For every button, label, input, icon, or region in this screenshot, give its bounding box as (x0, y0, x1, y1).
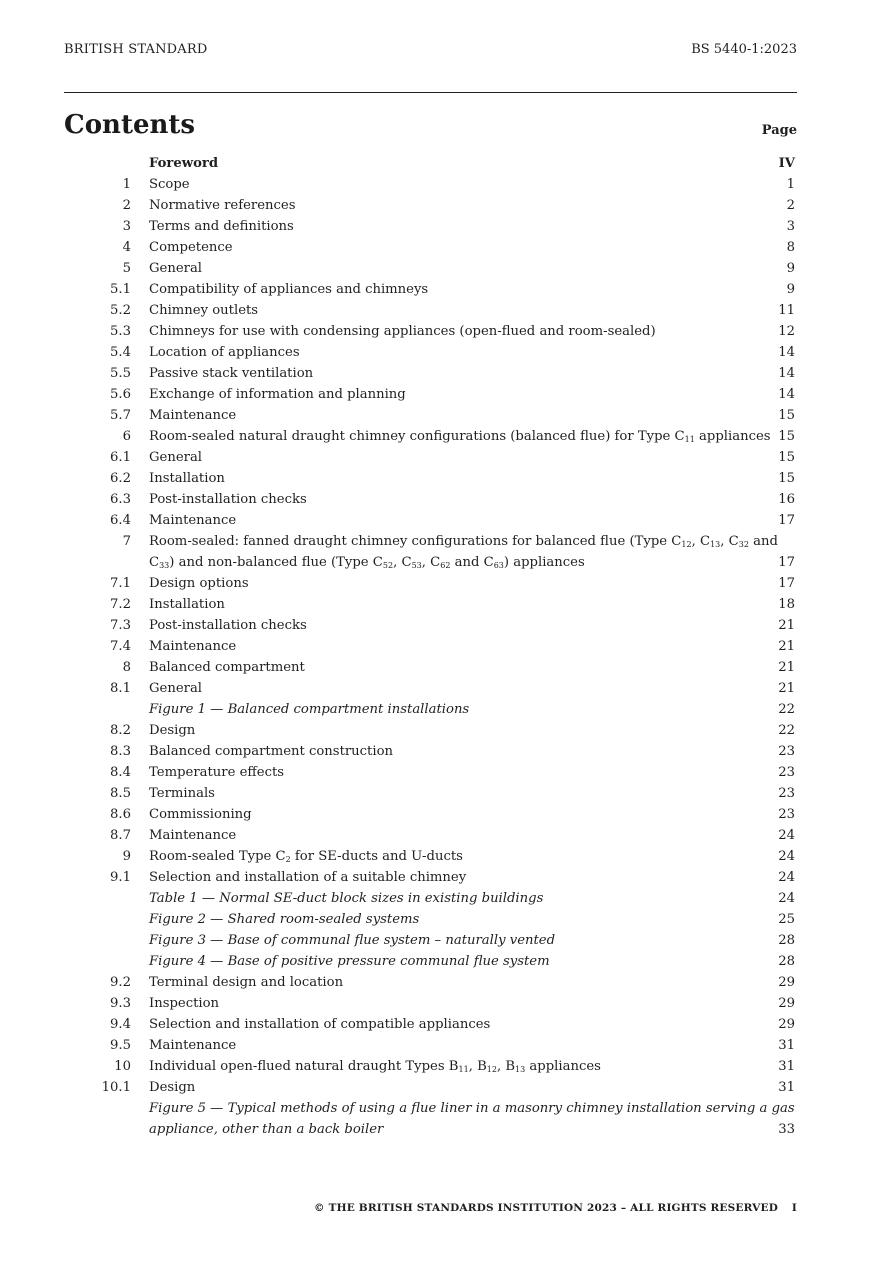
toc-entry-title (149, 426, 769, 447)
toc-entry-title: Chimneys for use with condensing appliances (open-flued and room-sealed) (149, 324, 656, 339)
table-of-contents (0, 153, 892, 1140)
toc-entry-page: 28 (778, 933, 795, 948)
toc-entry-number: 7 (122, 534, 131, 549)
toc-entry-title: Selection and installation of compatible appliances (149, 1017, 491, 1032)
page-footer (314, 1202, 797, 1214)
toc-entry[interactable] (0, 951, 892, 972)
header-rule (64, 92, 797, 93)
subscript: 13 (515, 1065, 526, 1074)
toc-entry[interactable] (0, 720, 892, 741)
toc-entry-title: Figure 4 — Base of positive pressure communal flue system (149, 954, 550, 969)
toc-entry-page: 9 (786, 261, 795, 276)
toc-entry[interactable] (0, 762, 892, 783)
toc-entry-number: 5.2 (110, 303, 131, 318)
toc-entry[interactable] (0, 846, 892, 867)
toc-entry-title: Balanced compartment (149, 660, 305, 675)
toc-entry-page: 21 (778, 639, 795, 654)
toc-entry-title: Maintenance (149, 639, 237, 654)
toc-entry-page: 2 (786, 198, 795, 213)
subscript: 13 (710, 540, 721, 549)
toc-entry-page: 31 (778, 1080, 795, 1095)
toc-entry-title: Terminal design and location (149, 975, 344, 990)
toc-entry[interactable] (0, 930, 892, 951)
toc-entry-number: 8.6 (110, 807, 131, 822)
toc-entry-page: 14 (778, 387, 795, 402)
toc-entry-page: IV (778, 156, 795, 171)
toc-entry[interactable] (0, 1098, 892, 1140)
toc-entry-page: 14 (778, 366, 795, 381)
page-number: I (791, 1202, 797, 1214)
toc-entry-title: Maintenance (149, 513, 237, 528)
toc-entry-title: Normative references (149, 198, 296, 213)
toc-entry-page: 17 (778, 576, 795, 591)
copyright-notice: © THE BRITISH STANDARDS INSTITUTION 2023 – ALL RIGHTS RESERVED (314, 1202, 779, 1214)
toc-entry-number: 9.1 (110, 870, 131, 885)
toc-entry-page: 31 (778, 1059, 795, 1074)
toc-entry-title: Figure 3 — Base of communal flue system – naturally vented (149, 933, 556, 948)
subscript: 2 (285, 855, 291, 864)
toc-entry-title (149, 531, 799, 573)
title-fragment: appliances (525, 1059, 601, 1074)
toc-entry[interactable] (0, 363, 892, 384)
toc-entry-page: 24 (778, 828, 795, 843)
title-fragment: and C (149, 534, 778, 570)
toc-entry-title: Maintenance (149, 1038, 237, 1053)
subscript: 53 (411, 561, 422, 570)
subscript: 11 (458, 1065, 469, 1074)
toc-entry-title: Exchange of information and planning (149, 387, 406, 402)
toc-entry-page: 29 (778, 975, 795, 990)
subscript: 62 (440, 561, 451, 570)
toc-entry-page: 18 (778, 597, 795, 612)
toc-entry-page: 15 (778, 429, 795, 444)
toc-entry[interactable] (0, 573, 892, 594)
toc-entry-title: Design (149, 1080, 196, 1095)
toc-entry[interactable] (0, 867, 892, 888)
toc-entry-page: 22 (778, 702, 795, 717)
running-header-right: BS 5440-1:2023 (691, 42, 797, 57)
toc-entry-title: Table 1 — Normal SE-duct block sizes in existing buildings (149, 891, 544, 906)
toc-entry[interactable] (0, 447, 892, 468)
toc-entry[interactable] (0, 615, 892, 636)
title-fragment: , C (421, 555, 441, 570)
toc-entry-number: 4 (122, 240, 131, 255)
toc-entry-number: 7.3 (110, 618, 131, 633)
toc-entry-title: Inspection (149, 996, 220, 1011)
toc-entry-number: 9.2 (110, 975, 131, 990)
toc-entry-number: 8.2 (110, 723, 131, 738)
toc-entry-page: 22 (778, 723, 795, 738)
toc-entry[interactable] (0, 825, 892, 846)
toc-entry-page: 11 (778, 303, 795, 318)
toc-entry-title: Installation (149, 471, 225, 486)
title-fragment: Room-sealed Type C (149, 849, 286, 864)
toc-entry[interactable] (0, 342, 892, 363)
toc-entry[interactable] (0, 321, 892, 342)
subscript: 12 (681, 540, 692, 549)
toc-entry-number: 5.6 (110, 387, 131, 402)
toc-entry-number: 6 (122, 429, 131, 444)
toc-entry-number: 9.5 (110, 1038, 131, 1053)
toc-entry-number: 8.4 (110, 765, 131, 780)
toc-entry-title (149, 1056, 769, 1077)
toc-entry-title: Foreword (149, 156, 219, 171)
title-fragment: , C (720, 534, 739, 549)
toc-entry-number: 5.4 (110, 345, 131, 360)
toc-entry-title: Competence (149, 240, 233, 255)
toc-entry[interactable] (0, 279, 892, 300)
toc-entry[interactable] (0, 174, 892, 195)
toc-entry-title: Selection and installation of a suitable chimney (149, 870, 467, 885)
toc-entry-title: Commissioning (149, 807, 252, 822)
toc-entry-number: 6.4 (110, 513, 131, 528)
toc-entry-page: 23 (778, 744, 795, 759)
toc-entry-number: 5.5 (110, 366, 131, 381)
toc-entry[interactable] (0, 1014, 892, 1035)
toc-entry-page: 15 (778, 471, 795, 486)
toc-entry-page: 17 (778, 513, 795, 528)
toc-entry[interactable] (0, 783, 892, 804)
toc-entry-page: 28 (778, 954, 795, 969)
toc-entry-page: 12 (778, 324, 795, 339)
toc-entry-number: 5.1 (110, 282, 131, 297)
toc-entry-page: 23 (778, 765, 795, 780)
toc-entry-number: 3 (122, 219, 131, 234)
toc-entry-title: Design (149, 723, 196, 738)
toc-entry-title: Design options (149, 576, 249, 591)
subscript: 33 (159, 561, 170, 570)
title-fragment: and C (450, 555, 494, 570)
toc-entry-title (149, 846, 769, 867)
toc-entry[interactable] (0, 1035, 892, 1056)
toc-entry-page: 24 (778, 849, 795, 864)
toc-entry[interactable] (0, 468, 892, 489)
toc-entry-number: 5 (122, 261, 131, 276)
toc-entry-page: 29 (778, 996, 795, 1011)
toc-entry-page: 25 (778, 912, 795, 927)
page-column-heading: Page (761, 123, 797, 138)
toc-entry[interactable] (0, 195, 892, 216)
toc-entry-title: Terminals (149, 786, 215, 801)
toc-entry[interactable] (0, 426, 892, 447)
subscript: 52 (382, 561, 394, 570)
toc-entry-number: 8.3 (110, 744, 131, 759)
toc-entry[interactable] (0, 300, 892, 321)
toc-entry-title: Post-installation checks (149, 618, 307, 633)
toc-entry[interactable] (0, 405, 892, 426)
toc-entry[interactable] (0, 678, 892, 699)
toc-entry-page: 24 (778, 891, 795, 906)
toc-entry-number: 9.4 (110, 1017, 131, 1032)
toc-entry-title: Figure 5 — Typical methods of using a flue liner in a masonry chimney installation serving a gas appliance, other than a back boiler (149, 1101, 795, 1137)
subscript: 32 (738, 540, 749, 549)
toc-entry-number: 8.5 (110, 786, 131, 801)
toc-entry-title: Maintenance (149, 828, 237, 843)
toc-entry-title: Terms and definitions (149, 219, 294, 234)
running-header-left: BRITISH STANDARD (64, 42, 208, 57)
toc-entry-number: 8.1 (110, 681, 131, 696)
toc-entry[interactable] (0, 510, 892, 531)
toc-entry-page: 16 (778, 492, 795, 507)
toc-entry-page: 17 (778, 555, 795, 570)
toc-entry-title: Post-installation checks (149, 492, 307, 507)
toc-entry[interactable] (0, 657, 892, 678)
toc-entry-title: Compatibility of appliances and chimneys (149, 282, 429, 297)
title-fragment: Room-sealed natural draught chimney configurations (balanced flue) for Type C (149, 429, 685, 444)
toc-entry-number: 6.1 (110, 450, 131, 465)
toc-entry-number: 5.7 (110, 408, 131, 423)
title-fragment: , B (496, 1059, 516, 1074)
toc-entry-title: Passive stack ventilation (149, 366, 314, 381)
toc-entry-number: 7.1 (110, 576, 131, 591)
toc-entry-title: General (149, 450, 203, 465)
toc-entry[interactable] (0, 594, 892, 615)
toc-entry[interactable] (0, 237, 892, 258)
toc-entry-title: Scope (149, 177, 190, 192)
toc-entry-title: Location of appliances (149, 345, 300, 360)
title-fragment: Room-sealed: fanned draught chimney configurations for balanced flue (Type C (149, 534, 682, 549)
title-fragment: appliances (694, 429, 771, 444)
title-fragment: Individual open-flued natural draught Types B (149, 1059, 459, 1074)
toc-entry-page: 29 (778, 1017, 795, 1032)
toc-entry-page: 15 (778, 408, 795, 423)
toc-entry[interactable] (0, 384, 892, 405)
toc-entry-page: 8 (786, 240, 795, 255)
toc-entry-number: 10.1 (101, 1080, 131, 1095)
toc-entry[interactable] (0, 258, 892, 279)
title-fragment: , C (691, 534, 711, 549)
subscript: 11 (684, 435, 695, 444)
toc-entry-number: 6.3 (110, 492, 131, 507)
toc-entry[interactable] (0, 909, 892, 930)
toc-entry-title: Temperature effects (149, 765, 285, 780)
toc-entry-title: Figure 2 — Shared room-sealed systems (149, 912, 420, 927)
subscript: 63 (493, 561, 504, 570)
title-fragment: , C (393, 555, 412, 570)
toc-entry-number: 7.4 (110, 639, 131, 654)
toc-entry[interactable] (0, 1077, 892, 1098)
title-fragment: ) and non-balanced flue (Type C (169, 555, 383, 570)
toc-entry[interactable] (0, 1056, 892, 1077)
title-fragment: for SE-ducts and U-ducts (290, 849, 463, 864)
toc-entry[interactable] (0, 993, 892, 1014)
toc-entry-number: 9 (122, 849, 131, 864)
toc-entry[interactable] (0, 531, 892, 573)
toc-entry[interactable] (0, 804, 892, 825)
toc-entry-page: 24 (778, 870, 795, 885)
toc-entry-page: 21 (778, 681, 795, 696)
toc-entry-page: 3 (786, 219, 795, 234)
toc-entry-number: 9.3 (110, 996, 131, 1011)
toc-entry-page: 21 (778, 618, 795, 633)
toc-entry-title: Balanced compartment construction (149, 744, 394, 759)
toc-entry[interactable] (0, 216, 892, 237)
toc-entry-number: 8 (122, 660, 131, 675)
toc-entry-title: General (149, 261, 203, 276)
toc-entry[interactable] (0, 741, 892, 762)
toc-entry-page: 15 (778, 450, 795, 465)
toc-entry[interactable] (0, 489, 892, 510)
toc-entry-title: Chimney outlets (149, 303, 259, 318)
toc-entry-number: 8.7 (110, 828, 131, 843)
toc-entry-number: 6.2 (110, 471, 131, 486)
toc-entry-number: 2 (122, 198, 131, 213)
toc-entry-title: Figure 1 — Balanced compartment installations (149, 702, 470, 717)
toc-entry[interactable] (0, 153, 892, 174)
toc-entry-number: 1 (122, 177, 131, 192)
toc-entry[interactable] (0, 636, 892, 657)
toc-entry-page: 1 (786, 177, 795, 192)
toc-entry-title: Installation (149, 597, 225, 612)
toc-entry-page: 21 (778, 660, 795, 675)
title-fragment: , B (468, 1059, 487, 1074)
page-title: Contents (64, 110, 196, 140)
title-fragment: ) appliances (503, 555, 585, 570)
toc-entry[interactable] (0, 972, 892, 993)
toc-entry-page: 23 (778, 786, 795, 801)
toc-entry-number: 10 (114, 1059, 131, 1074)
toc-entry-title: Maintenance (149, 408, 237, 423)
toc-entry[interactable] (0, 888, 892, 909)
toc-entry-page: 31 (778, 1038, 795, 1053)
toc-entry-title: General (149, 681, 203, 696)
subscript: 12 (486, 1065, 497, 1074)
toc-entry[interactable] (0, 699, 892, 720)
toc-entry-page: 33 (778, 1122, 795, 1137)
toc-entry-number: 7.2 (110, 597, 131, 612)
toc-entry-page: 23 (778, 807, 795, 822)
toc-entry-page: 9 (786, 282, 795, 297)
toc-entry-page: 14 (778, 345, 795, 360)
toc-entry-number: 5.3 (110, 324, 131, 339)
